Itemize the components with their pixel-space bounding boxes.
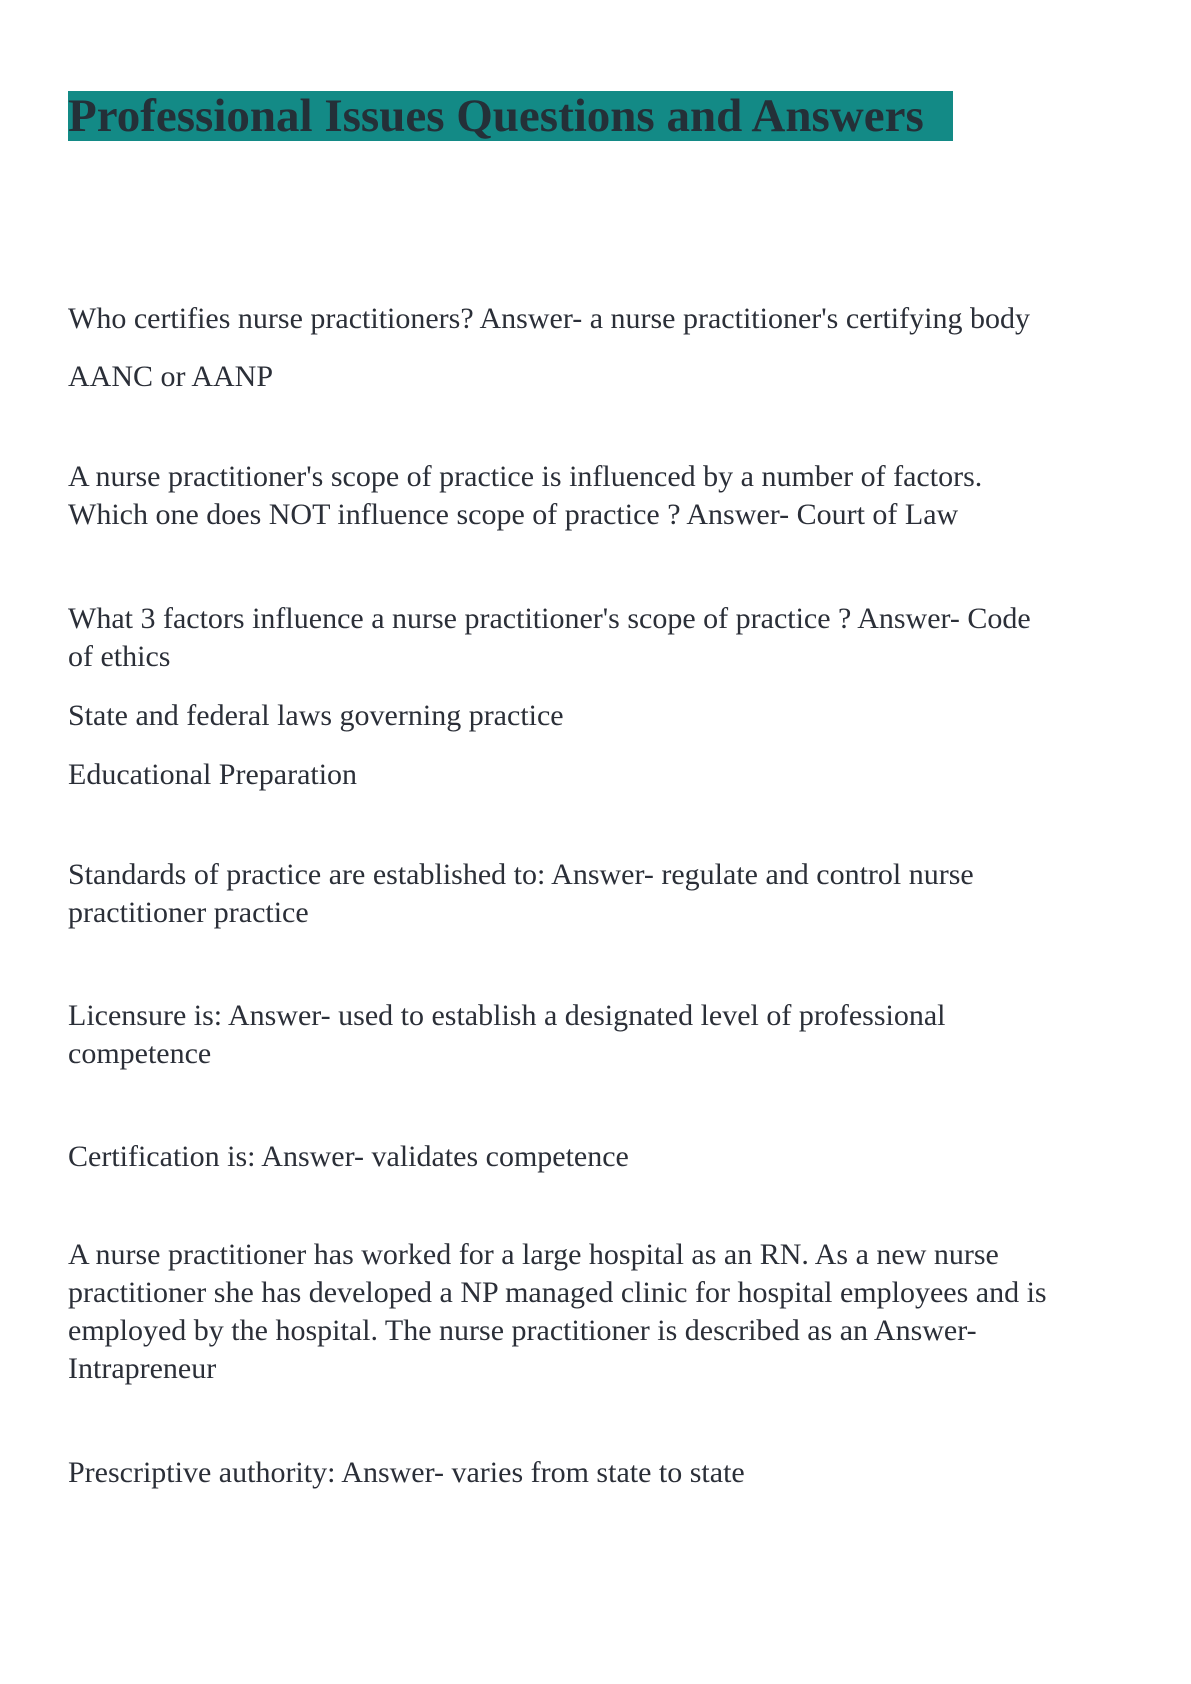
qa-item-1 [68, 300, 1128, 338]
qa-text: practitioner she has developed a NP managed clinic for hospital employees and is [68, 1276, 1047, 1309]
qa-text: AANC or AANP [68, 360, 274, 393]
qa-text: Certification is: Answer- validates competence [68, 1140, 629, 1173]
qa-text: Which one does NOT influence scope of practice ? Answer- Court of Law [68, 498, 959, 531]
qa-item-5 [68, 997, 1128, 1073]
qa-item-8 [68, 1454, 1128, 1492]
qa-text: Licensure is: Answer- used to establish a designated level of professional [68, 999, 946, 1032]
qa-text: Prescriptive authority: Answer- varies from state to state [68, 1456, 745, 1489]
qa-text: State and federal laws governing practice [68, 699, 564, 732]
qa-text: What 3 factors influence a nurse practitioner's scope of practice ? Answer- Code [68, 602, 1031, 635]
qa-text: of ethics [68, 640, 171, 673]
qa-text: A nurse practitioner's scope of practice is influenced by a number of factors. [68, 460, 983, 493]
qa-text: competence [68, 1037, 212, 1070]
qa-item-7 [68, 1236, 1128, 1388]
document-title: Professional Issues Questions and Answers [68, 90, 924, 142]
qa-text: Intrapreneur [68, 1352, 217, 1385]
qa-text: Educational Preparation [68, 758, 358, 791]
qa-item-3-extra-2 [68, 756, 1128, 794]
qa-item-1-extra [68, 358, 1128, 396]
qa-item-4 [68, 856, 1128, 932]
qa-text: A nurse practitioner has worked for a large hospital as an RN. As a new nurse [68, 1238, 999, 1271]
qa-item-3 [68, 600, 1128, 676]
qa-item-3-extra-1 [68, 697, 1128, 735]
qa-text: employed by the hospital. The nurse practitioner is described as an Answer- [68, 1314, 977, 1347]
qa-text: Standards of practice are established to: Answer- regulate and control nurse [68, 858, 974, 891]
qa-item-6 [68, 1138, 1128, 1176]
qa-text: Who certifies nurse practitioners? Answer- a nurse practitioner's certifying body [68, 302, 1030, 335]
qa-text: practitioner practice [68, 896, 309, 929]
qa-item-2 [68, 458, 1128, 534]
